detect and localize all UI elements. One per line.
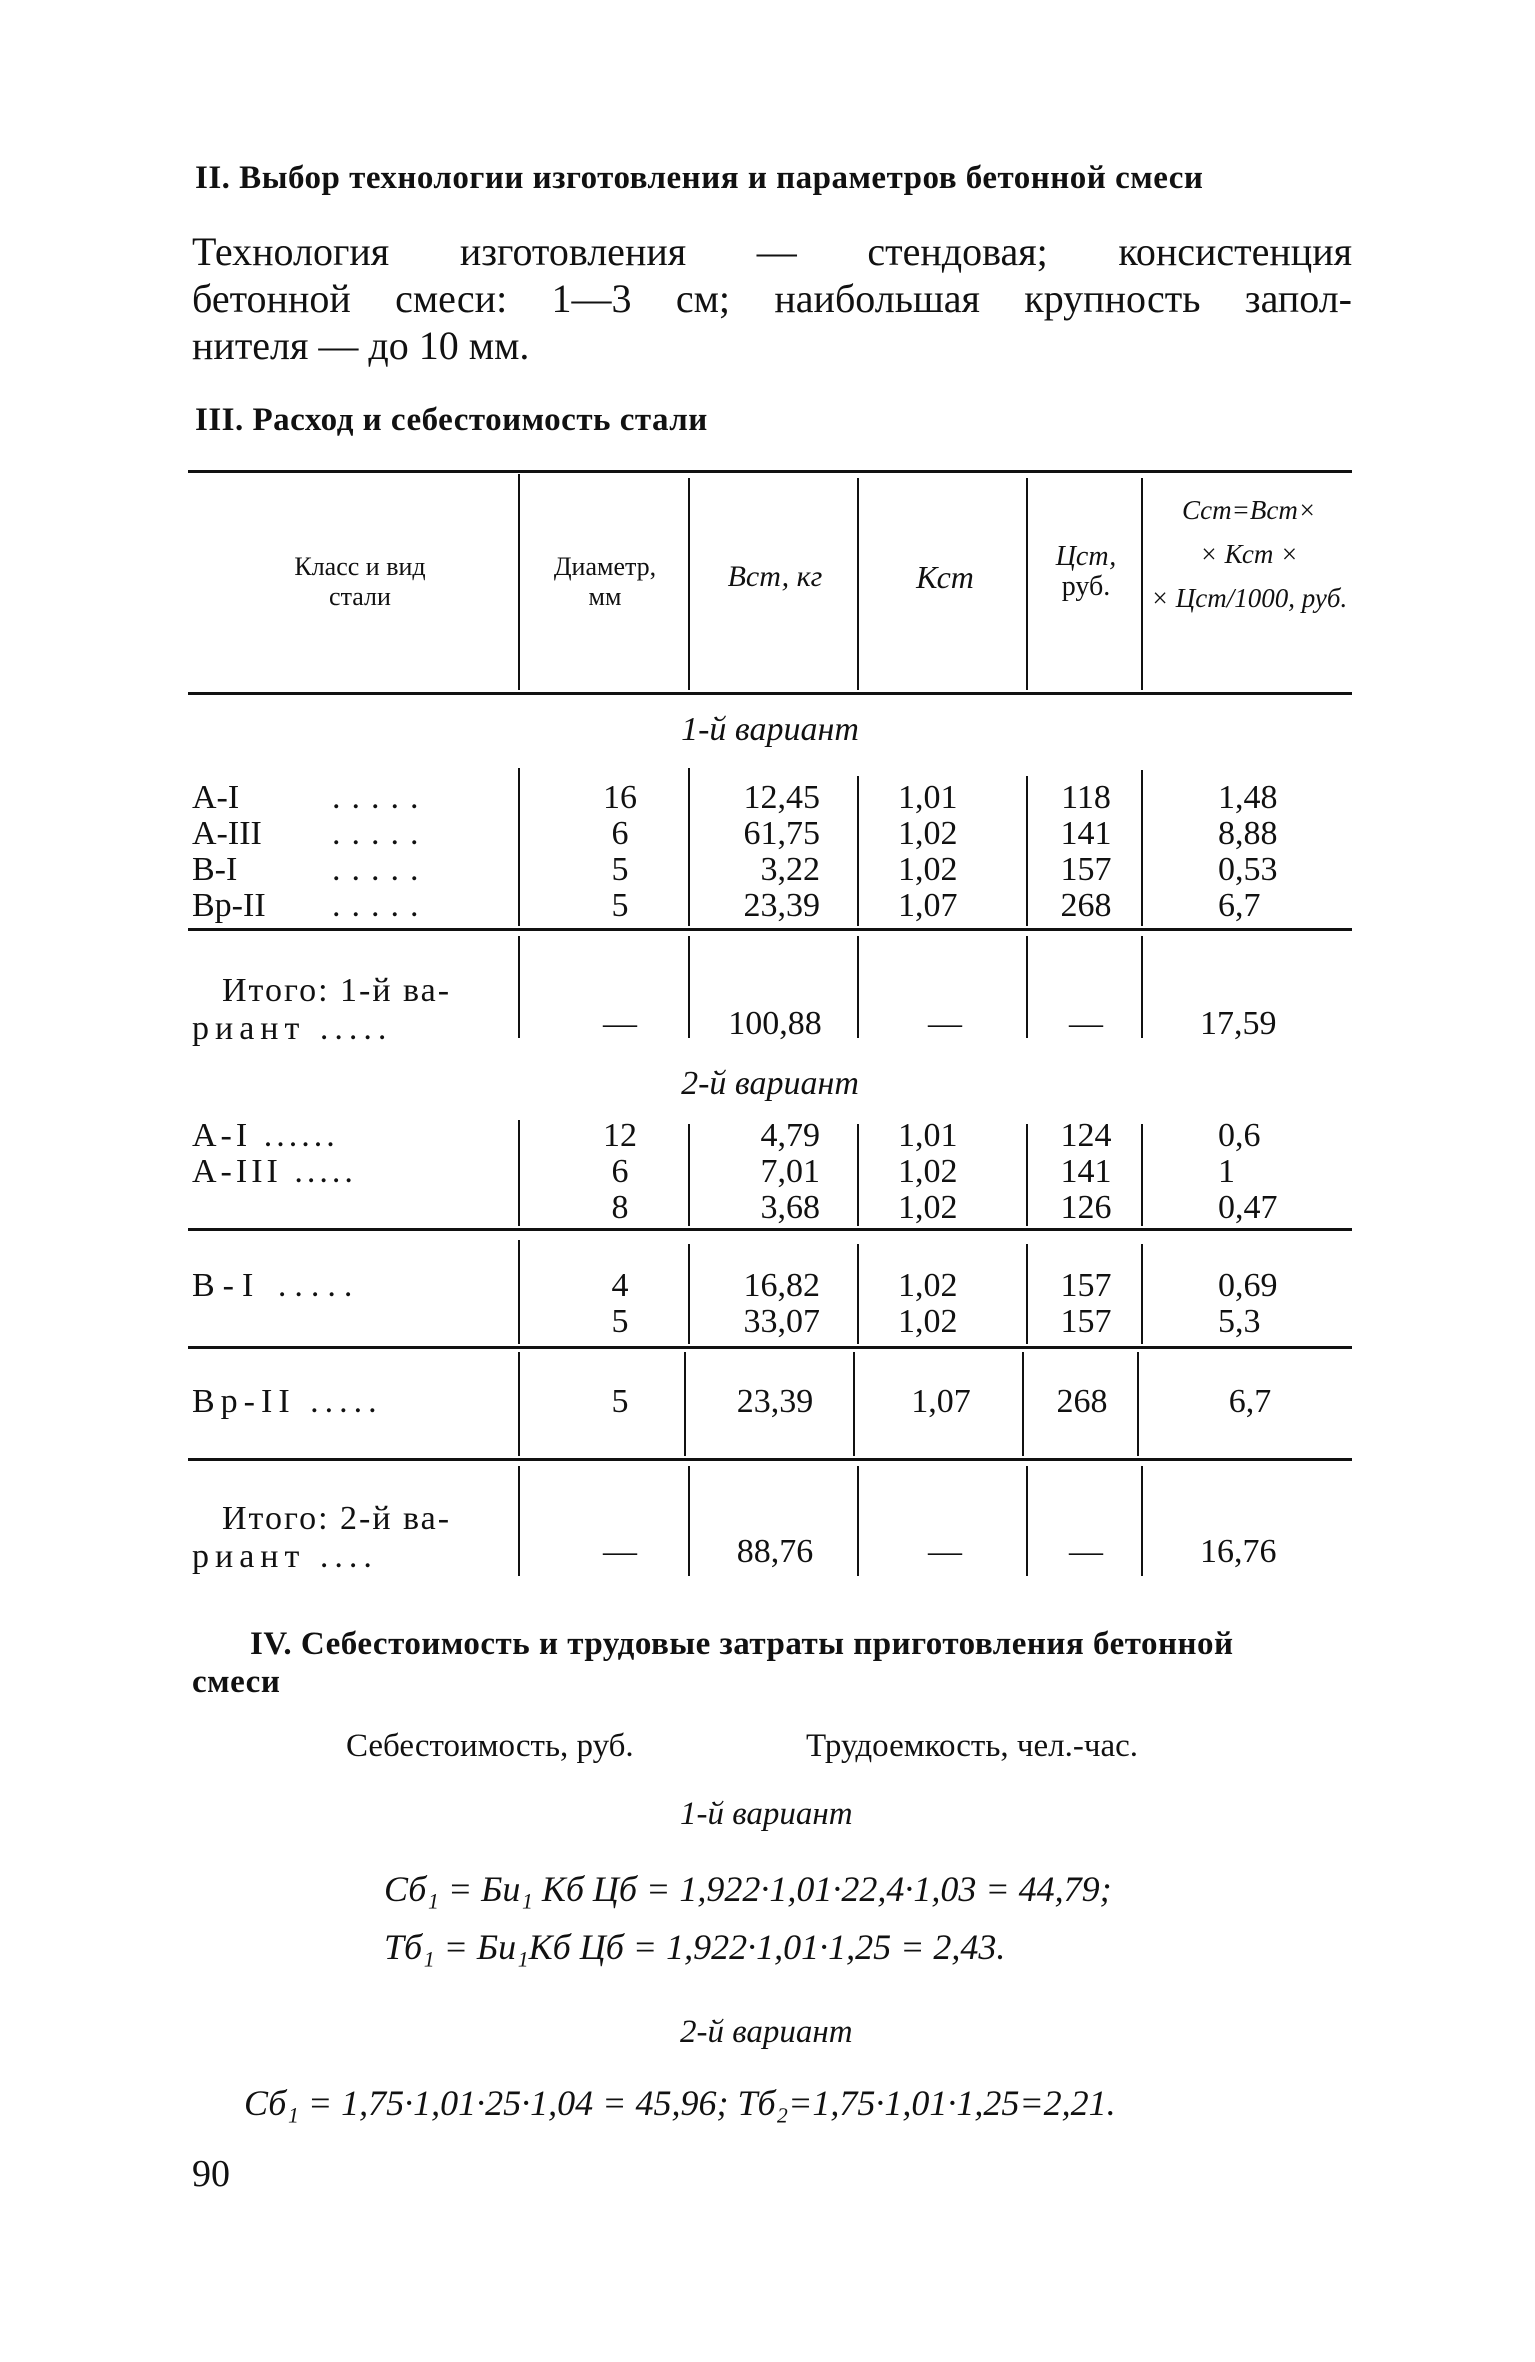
- table-rule: [188, 1458, 1352, 1461]
- total-1-coef: —: [928, 1005, 962, 1042]
- v2-g3-weight: 23,39: [736, 1383, 814, 1420]
- section-3-title: III. Расход и себестоимость стали: [195, 402, 708, 438]
- page-number: 90: [192, 2153, 230, 2195]
- v1-weight-column: 12,45 61,75 3,22 23,39: [743, 779, 820, 924]
- table-col-rule: [518, 1466, 520, 1576]
- v1-class-column: [192, 780, 512, 924]
- total-2-coef: —: [928, 1533, 962, 1570]
- v2-g2-coef-column: 1,02 1,02: [898, 1267, 958, 1340]
- v2-g1-coef-column: 1,01 1,02 1,02: [898, 1117, 958, 1226]
- table-col-rule: [684, 1352, 686, 1456]
- total-1-cost: 17,59: [1200, 1005, 1277, 1042]
- table-row: A-I .....: [192, 779, 430, 816]
- table-col-rule: [688, 1466, 690, 1576]
- table-col-rule: [1026, 478, 1028, 690]
- total-2-weight: 88,76: [736, 1533, 814, 1570]
- table-row: B-I .....: [192, 851, 430, 888]
- paragraph-line: нителя — до 10 мм.: [192, 323, 530, 368]
- header-price: Цст, руб.: [1055, 541, 1117, 602]
- table-rule-top: [188, 470, 1352, 473]
- table-col-rule: [518, 1120, 520, 1226]
- s4-variant-2-label: 2-й вариант: [680, 2014, 853, 2050]
- header-weight: Вст, кг: [727, 560, 823, 593]
- table-col-rule: [1026, 936, 1028, 1038]
- header-class: Класс и вид стали: [294, 552, 426, 611]
- s4-variant-1-label: 1-й вариант: [680, 1796, 853, 1832]
- table-col-rule: [1026, 1244, 1028, 1344]
- v1-coef-column: 1,01 1,02 1,02 1,07: [898, 779, 958, 924]
- table-col-rule: [857, 1244, 859, 1344]
- v2-g2-diameter-column: 4 5: [611, 1267, 629, 1340]
- table-rule: [188, 1346, 1352, 1349]
- v2-g1-weight-column: 4,79 7,01 3,68: [760, 1117, 820, 1226]
- section-4-title: IV. Себестоимость и трудовые затраты приготовления бетонной: [250, 1626, 1234, 1662]
- paragraph-line: бетонной смеси: 1—3 см; наибольшая крупность запол-: [192, 276, 1352, 321]
- table-col-rule: [1026, 1124, 1028, 1226]
- v2-g1-cost-column: 0,6 1 0,47: [1218, 1117, 1278, 1226]
- total-1-price: —: [1069, 1005, 1103, 1042]
- table-col-rule: [857, 1466, 859, 1576]
- total-1-diameter: —: [603, 1005, 637, 1042]
- formula-v2: Сб₁ = 1,75·1,01·25·1,04 = 45,96; Тб₂=1,75·1,01·1,25=2,21.: [244, 2083, 1116, 2123]
- v2-g1-class-column: [192, 1118, 512, 1190]
- v1-diameter-column: 16 6 5 5: [603, 779, 637, 924]
- table-col-rule: [857, 1124, 859, 1226]
- table-col-rule: [518, 768, 520, 926]
- table-col-rule: [518, 1352, 520, 1456]
- v2-g2-weight-column: 16,82 33,07: [743, 1267, 820, 1340]
- table-col-rule: [518, 474, 520, 690]
- table-col-rule: [857, 776, 859, 926]
- v2-g3-price: 268: [1056, 1383, 1108, 1420]
- total-2-label: Итого: 2-й ва- риант ....: [192, 1500, 452, 1575]
- table-col-rule: [1022, 1352, 1024, 1456]
- v2-g3-coef: 1,07: [911, 1383, 971, 1420]
- paragraph-line: Технология изготовления — стендовая; консистенция: [192, 229, 1352, 274]
- table-row: A-I ......: [192, 1117, 339, 1154]
- table-col-rule: [1026, 1466, 1028, 1576]
- v1-cost-column: 1,48 8,88 0,53 6,7: [1218, 779, 1278, 924]
- v2-g2-price-column: 157 157: [1060, 1267, 1112, 1340]
- table-col-rule: [1026, 776, 1028, 926]
- table-col-rule: [857, 478, 859, 690]
- table-col-rule: [688, 1244, 690, 1344]
- total-2-diameter: —: [603, 1533, 637, 1570]
- v1-price-column: 118 141 157 268: [1060, 779, 1112, 924]
- header-coef: Кст: [916, 559, 974, 595]
- table-col-rule: [518, 1240, 520, 1344]
- table-col-rule: [688, 936, 690, 1038]
- s4-col2-heading: Трудоемкость, чел.-час.: [806, 1728, 1138, 1764]
- total-1-weight: 100,88: [728, 1005, 822, 1042]
- total-2-price: —: [1069, 1533, 1103, 1570]
- table-row: A-III .....: [192, 815, 430, 852]
- table-col-rule: [688, 478, 690, 690]
- section-2-title: II. Выбор технологии изготовления и параметров бетонной смеси: [195, 160, 1204, 196]
- s4-col1-heading: Себестоимость, руб.: [346, 1728, 634, 1764]
- v2-g2-cost-column: 0,69 5,3: [1218, 1267, 1278, 1340]
- total-1-label: Итого: 1-й ва- риант .....: [192, 972, 452, 1047]
- section-2-paragraph: [192, 228, 1352, 369]
- v2-g1-price-column: 124 141 126: [1060, 1117, 1112, 1226]
- header-cost: Сст=Вст× × Кст × × Цст/1000, руб.: [1150, 495, 1348, 613]
- table-row: Bp-II .....: [192, 887, 430, 924]
- v2-g1-diameter-column: 12 6 8: [603, 1117, 637, 1226]
- section-4-title-cont: смеси: [192, 1664, 281, 1700]
- table-col-rule: [853, 1352, 855, 1456]
- v2-g3-cost: 6,7: [1228, 1383, 1272, 1420]
- variant-1-label: 1-й вариант: [681, 711, 859, 748]
- table-col-rule: [518, 936, 520, 1038]
- v2-g3-class: Bp-II .....: [192, 1383, 383, 1420]
- header-diameter: Диаметр, мм: [553, 552, 657, 611]
- formula-cost-v1: Сб₁ = Би₁ Кб Цб = 1,922·1,01·22,4·1,03 = 44,79;: [384, 1869, 1112, 1909]
- variant-2-label: 2-й вариант: [681, 1065, 859, 1102]
- v2-g3-diameter: 5: [611, 1383, 629, 1420]
- table-rule: [188, 928, 1352, 931]
- formula-labor-v1: Тб₁ = Би₁Кб Цб = 1,922·1,01·1,25 = 2,43.: [384, 1927, 1006, 1967]
- v2-g2-class: B-I .....: [192, 1267, 361, 1304]
- table-rule-header: [188, 692, 1352, 695]
- table-col-rule: [857, 936, 859, 1038]
- table-row: A-III .....: [192, 1153, 357, 1190]
- table-rule: [188, 1228, 1352, 1231]
- table-col-rule: [688, 1124, 690, 1226]
- table-col-rule: [688, 768, 690, 926]
- total-2-cost: 16,76: [1200, 1533, 1277, 1570]
